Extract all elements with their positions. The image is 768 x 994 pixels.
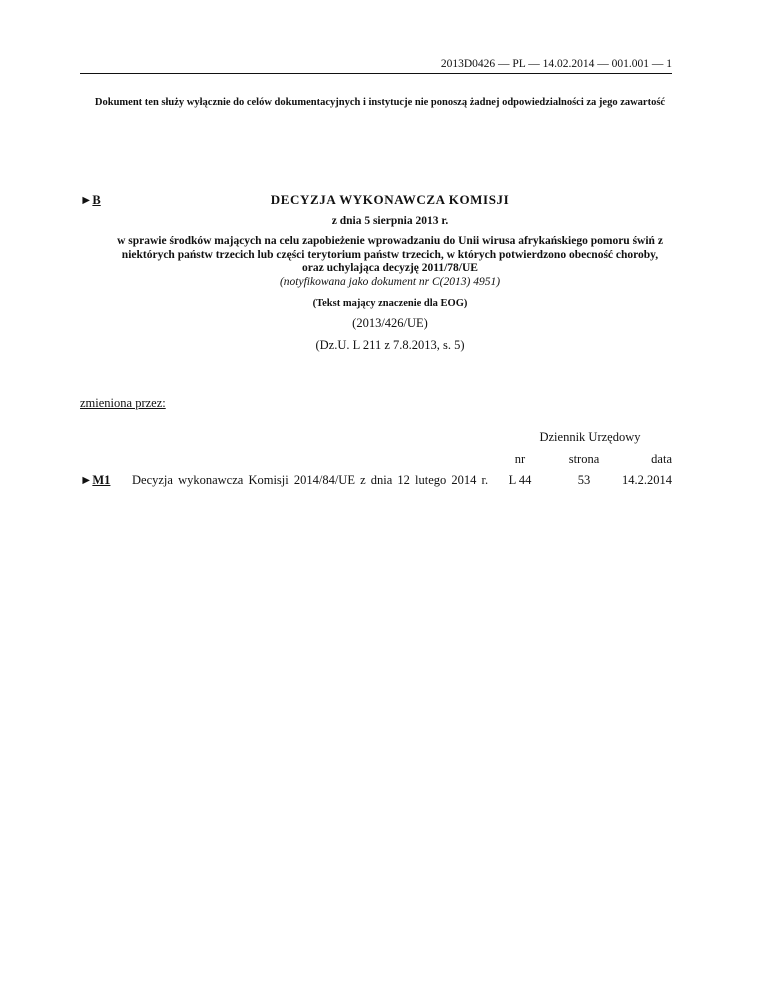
base-act-marker: [80, 193, 101, 208]
amendment-nr: L 44: [508, 473, 532, 487]
amendment-code: M1: [92, 473, 111, 487]
column-header-nr: nr: [514, 452, 526, 466]
document-date: z dnia 5 sierpnia 2013 r.: [331, 215, 449, 227]
arrow-right-icon: ►: [80, 473, 93, 487]
amended-by-label: zmieniona przez:: [80, 396, 166, 410]
amendment-data: 14.2.2014: [622, 473, 672, 487]
amendment-marker: [80, 473, 110, 488]
official-journal-reference: (Dz.U. L 211 z 7.8.2013, s. 5): [315, 338, 465, 352]
amendment-description: Decyzja wykonawcza Komisji 2014/84/UE z dnia 12 lutego 2014 r.: [132, 473, 489, 487]
base-act-code: B: [92, 193, 101, 207]
document-title: DECYZJA WYKONAWCZA KOMISJI: [270, 192, 510, 207]
document-reference-header: 2013D0426 — PL — 14.02.2014 — 001.001 — 1: [80, 58, 672, 74]
arrow-right-icon: ►: [80, 193, 93, 207]
document-number: (2013/426/UE): [352, 316, 428, 330]
eea-relevance-note: (Tekst mający znaczenie dla EOG): [312, 298, 468, 309]
journal-column-title: Dziennik Urzędowy: [539, 430, 641, 444]
document-subject: w sprawie środków mających na celu zapobieżenie wprowadzaniu do Unii wirusa afrykańskiego pomoru świń z niektórych państw trzecich lub części terytorium państw trzecich, w których potwierdzono obecność choroby, oraz uchylająca decyzję 2011/78/UE: [117, 235, 663, 274]
column-header-data: data: [651, 452, 672, 466]
disclaimer-text: Dokument ten służy wyłącznie do celów dokumentacyjnych i instytucje nie ponoszą żadnej odpowiedzialności za jego zawartość: [94, 97, 666, 108]
column-header-strona: strona: [568, 452, 600, 466]
amendment-strona: 53: [577, 473, 591, 487]
notification-reference: (notyfikowana jako dokument nr C(2013) 4951): [279, 276, 501, 288]
